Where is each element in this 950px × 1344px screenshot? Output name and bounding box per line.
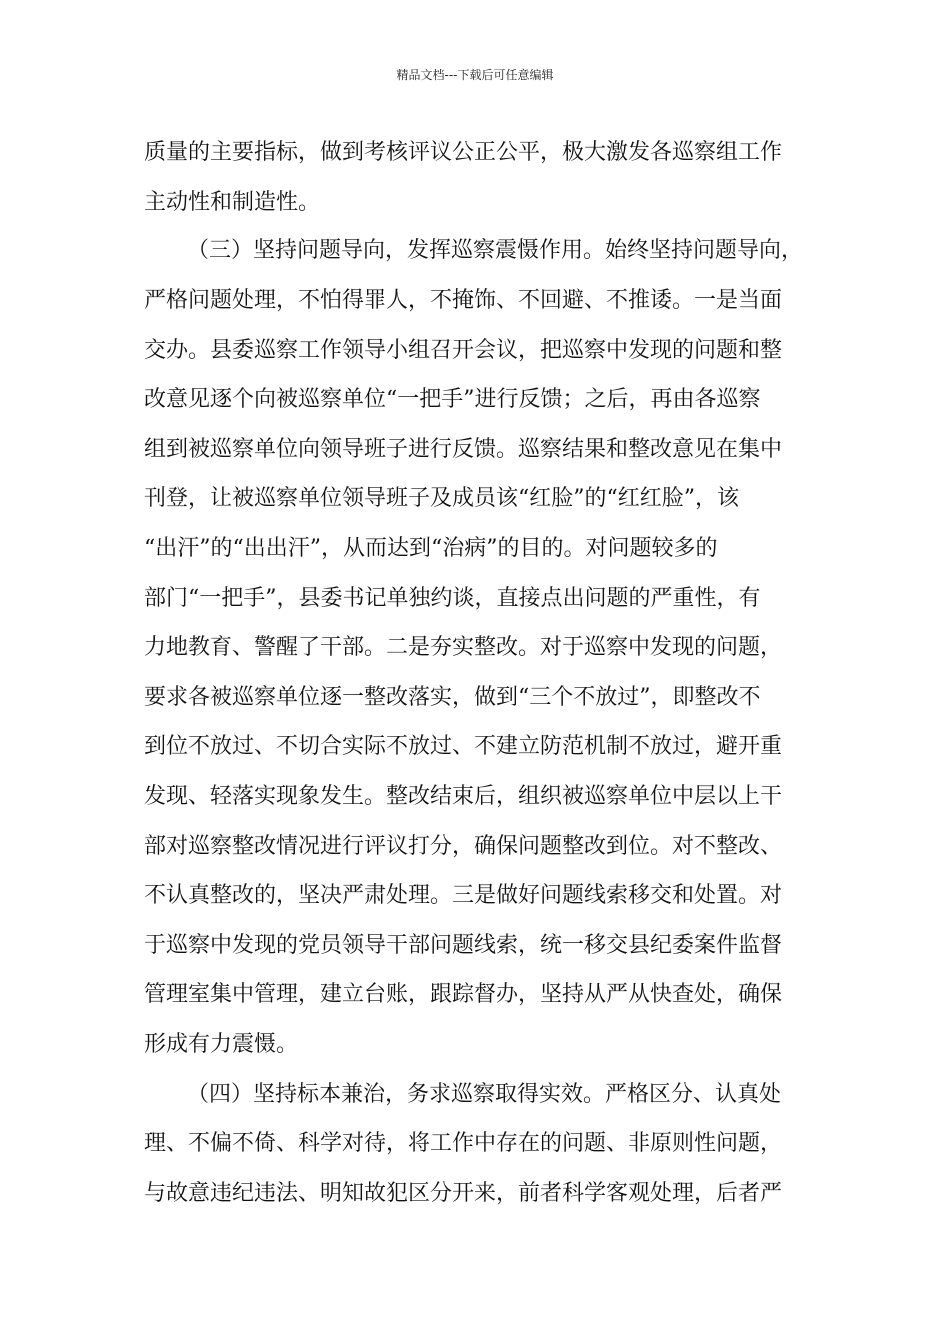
section-heading-line: （四）坚持标本兼治，务求巡察取得实效。严格区分、认真处	[187, 1082, 782, 1107]
text-line: 力地教育、警醒了干部。二是夯实整改。对于巡察中发现的问题，	[144, 635, 783, 660]
text-line: 发现、轻落实现象发生。整改结束后，组织被巡察单位中层以上干	[144, 784, 783, 809]
text-line: 质量的主要指标，做到考核评议公正公平，极大激发各巡察组工作	[144, 140, 783, 165]
text-line: 部门“一把手”，县委书记单独约谈，直接点出问题的严重性，有	[144, 586, 761, 611]
text-line: 形成有力震慑。	[144, 1032, 299, 1057]
text-line: 组到被巡察单位向领导班子进行反馈。巡察结果和整改意见在集中	[144, 437, 783, 462]
text-line: “出汗”的“出出汗”，从而达到“治病”的目的。对问题较多的	[144, 536, 718, 561]
text-line: 刊登，让被巡察单位领导班子及成员该“红脸”的“红红脸”，该	[144, 486, 739, 511]
text-line: 改意见逐个向被巡察单位“一把手”进行反馈；之后，再由各巡察	[144, 387, 761, 412]
text-line: 严格问题处理，不怕得罪人，不掩饰、不回避、不推诿。一是当面	[144, 288, 783, 313]
section-heading-line: （三）坚持问题导向，发挥巡察震慑作用。始终坚持问题导向，	[187, 238, 804, 263]
text-line: 到位不放过、不切合实际不放过、不建立防范机制不放过，避开重	[144, 734, 783, 759]
text-line: 主动性和制造性。	[144, 190, 321, 215]
page-header: 精品文档---下载后可任意编辑	[396, 68, 554, 82]
text-line: 管理室集中管理，建立台账，跟踪督办，坚持从严从快查处，确保	[144, 982, 783, 1007]
text-line: 要求各被巡察单位逐一整改落实，做到“三个不放过”，即整改不	[144, 685, 761, 710]
text-line: 理、不偏不倚、科学对待，将工作中存在的问题、非原则性问题，	[144, 1131, 783, 1156]
text-line: 于巡察中发现的党员领导干部问题线索，统一移交县纪委案件监督	[144, 933, 783, 958]
text-line: 与故意违纪违法、明知故犯区分开来，前者科学客观处理，后者严	[144, 1181, 783, 1206]
text-line: 不认真整改的，坚决严肃处理。三是做好问题线索移交和处置。对	[144, 883, 783, 908]
text-line: 部对巡察整改情况进行评议打分，确保问题整改到位。对不整改、	[144, 834, 783, 859]
text-line: 交办。县委巡察工作领导小组召开会议，把巡察中发现的问题和整	[144, 338, 783, 363]
